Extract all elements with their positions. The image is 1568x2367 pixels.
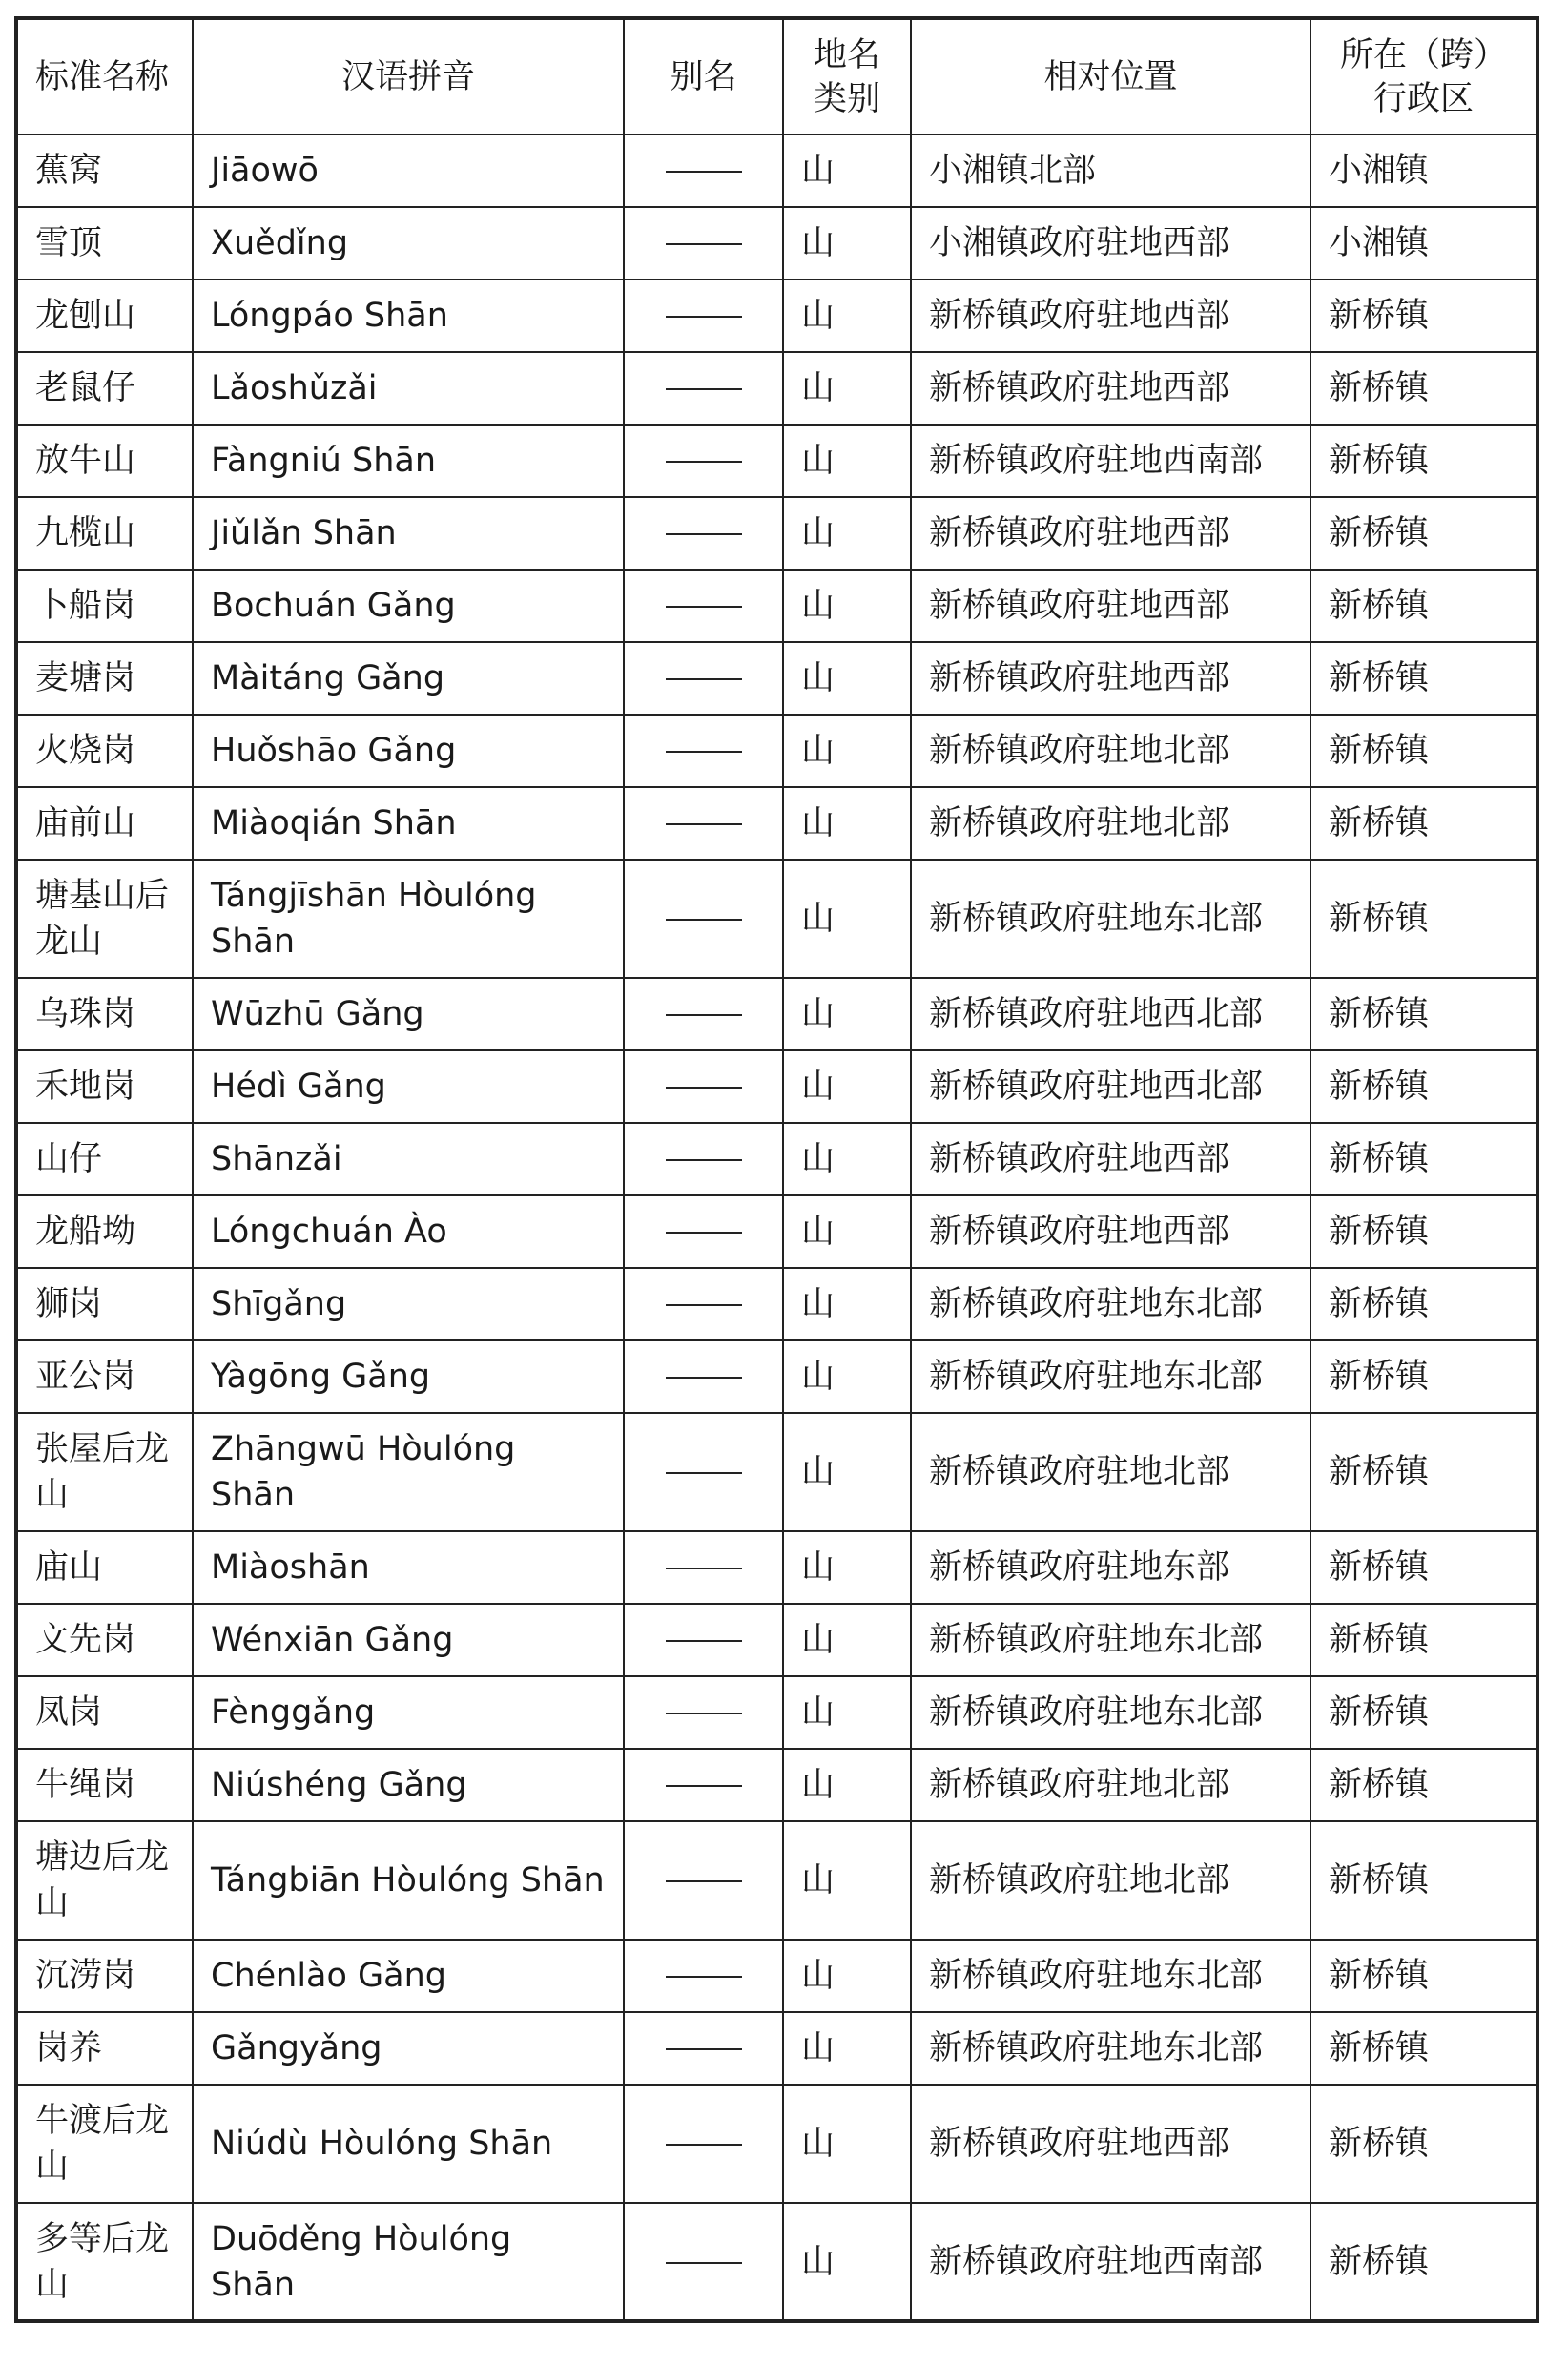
alias-dash [666,1232,742,1234]
cell-standard-name: 亚公岗 [16,1340,193,1413]
table-row [16,2203,1537,2321]
cell-pinyin: Tángbiān Hòulóng Shān [193,1821,624,1940]
cell-relative-position: 新桥镇政府驻地西部 [911,280,1310,352]
cell-relative-position: 新桥镇政府驻地西北部 [911,978,1310,1050]
alias-dash [666,461,742,463]
alias-dash [666,1304,742,1306]
header-type-line2: 类别 [813,79,880,118]
alias-dash [666,678,742,680]
cell-alias [624,1531,783,1604]
cell-pinyin: Wénxiān Gǎng [193,1604,624,1676]
alias-dash [666,1785,742,1787]
cell-place-type: 山 [783,1749,911,1821]
cell-standard-name: 多等后龙山 [16,2203,193,2321]
cell-pinyin: Shīgǎng [193,1268,624,1340]
cell-place-type: 山 [783,1676,911,1749]
cell-pinyin: Yàgōng Gǎng [193,1340,624,1413]
cell-place-type: 山 [783,1050,911,1123]
cell-admin-region: 新桥镇 [1310,1749,1537,1821]
table-row [16,207,1537,280]
cell-alias [624,1268,783,1340]
cell-standard-name: 九榄山 [16,497,193,570]
cell-relative-position: 新桥镇政府驻地东北部 [911,2012,1310,2085]
cell-admin-region: 新桥镇 [1310,642,1537,715]
cell-alias [624,715,783,787]
cell-admin-region: 新桥镇 [1310,1604,1537,1676]
table-row [16,1940,1537,2012]
cell-admin-region: 新桥镇 [1310,1676,1537,1749]
table-row [16,135,1537,207]
cell-alias [624,1340,783,1413]
cell-place-type: 山 [783,570,911,642]
cell-place-type: 山 [783,1604,911,1676]
cell-alias [624,280,783,352]
cell-standard-name: 沉涝岗 [16,1940,193,2012]
table-row [16,570,1537,642]
cell-pinyin: Jiǔlǎn Shān [193,497,624,570]
cell-place-type: 山 [783,352,911,425]
cell-pinyin: Zhāngwū Hòulóng Shān [193,1413,624,1531]
cell-standard-name: 火烧岗 [16,715,193,787]
cell-pinyin: Xuědǐng [193,207,624,280]
cell-relative-position: 小湘镇政府驻地西部 [911,207,1310,280]
cell-admin-region: 新桥镇 [1310,2203,1537,2321]
cell-admin-region: 新桥镇 [1310,1268,1537,1340]
cell-relative-position: 新桥镇政府驻地西南部 [911,2203,1310,2321]
cell-pinyin: Duōděng Hòulóng Shān [193,2203,624,2321]
cell-alias [624,497,783,570]
cell-standard-name: 庙山 [16,1531,193,1604]
cell-standard-name: 狮岗 [16,1268,193,1340]
cell-relative-position: 新桥镇政府驻地东北部 [911,860,1310,978]
cell-standard-name: 塘基山后龙山 [16,860,193,978]
cell-pinyin: Niúdù Hòulóng Shān [193,2085,624,2203]
cell-alias [624,1195,783,1268]
alias-dash [666,243,742,245]
cell-pinyin: Wūzhū Gǎng [193,978,624,1050]
cell-admin-region: 新桥镇 [1310,2085,1537,2203]
cell-place-type: 山 [783,1195,911,1268]
alias-dash [666,1014,742,1016]
cell-alias [624,2085,783,2203]
cell-alias [624,642,783,715]
cell-admin-region: 新桥镇 [1310,787,1537,860]
table-row [16,1821,1537,1940]
cell-alias [624,787,783,860]
cell-alias [624,1749,783,1821]
cell-pinyin: Shānzǎi [193,1123,624,1195]
cell-admin-region: 新桥镇 [1310,1940,1537,2012]
cell-alias [624,1123,783,1195]
cell-pinyin: Màitáng Gǎng [193,642,624,715]
alias-dash [666,2262,742,2264]
cell-place-type: 山 [783,1821,911,1940]
table-row [16,352,1537,425]
cell-place-type: 山 [783,978,911,1050]
cell-standard-name: 放牛山 [16,425,193,497]
cell-standard-name: 卜船岗 [16,570,193,642]
cell-relative-position: 新桥镇政府驻地北部 [911,1413,1310,1531]
cell-alias [624,135,783,207]
cell-alias [624,207,783,280]
cell-standard-name: 麦塘岗 [16,642,193,715]
cell-standard-name: 禾地岗 [16,1050,193,1123]
table-row [16,497,1537,570]
cell-pinyin: Lǎoshǔzǎi [193,352,624,425]
table-row [16,1531,1537,1604]
cell-pinyin: Gǎngyǎng [193,2012,624,2085]
cell-pinyin: Miàoshān [193,1531,624,1604]
cell-place-type: 山 [783,497,911,570]
cell-relative-position: 新桥镇政府驻地东北部 [911,1604,1310,1676]
table-row [16,2012,1537,2085]
cell-standard-name: 张屋后龙山 [16,1413,193,1531]
alias-dash [666,533,742,535]
cell-place-type: 山 [783,1123,911,1195]
cell-relative-position: 新桥镇政府驻地西南部 [911,425,1310,497]
alias-dash [666,388,742,390]
cell-admin-region: 新桥镇 [1310,425,1537,497]
cell-alias [624,2203,783,2321]
cell-alias [624,570,783,642]
cell-standard-name: 牛渡后龙山 [16,2085,193,2203]
cell-admin-region: 新桥镇 [1310,352,1537,425]
cell-alias [624,1940,783,2012]
cell-pinyin: Huǒshāo Gǎng [193,715,624,787]
cell-relative-position: 新桥镇政府驻地北部 [911,715,1310,787]
cell-pinyin: Lóngchuán Ào [193,1195,624,1268]
cell-pinyin: Bochuán Gǎng [193,570,624,642]
cell-standard-name: 文先岗 [16,1604,193,1676]
cell-alias [624,1413,783,1531]
cell-relative-position: 新桥镇政府驻地西部 [911,1123,1310,1195]
alias-dash [666,1568,742,1569]
cell-alias [624,1604,783,1676]
table-row [16,425,1537,497]
cell-admin-region: 新桥镇 [1310,1413,1537,1531]
cell-alias [624,860,783,978]
cell-admin-region: 新桥镇 [1310,1340,1537,1413]
alias-dash [666,2048,742,2050]
table-row [16,1340,1537,1413]
cell-standard-name: 山仔 [16,1123,193,1195]
cell-alias [624,352,783,425]
cell-admin-region: 新桥镇 [1310,1123,1537,1195]
cell-place-type: 山 [783,425,911,497]
alias-dash [666,1976,742,1978]
cell-place-type: 山 [783,1413,911,1531]
table-row [16,1123,1537,1195]
cell-relative-position: 小湘镇北部 [911,135,1310,207]
alias-dash [666,1377,742,1379]
cell-pinyin: Hédì Gǎng [193,1050,624,1123]
cell-alias [624,2012,783,2085]
header-row [16,18,1537,135]
cell-standard-name: 老鼠仔 [16,352,193,425]
cell-alias [624,1676,783,1749]
cell-pinyin: Chénlào Gǎng [193,1940,624,2012]
alias-dash [666,316,742,318]
alias-dash [666,2144,742,2146]
cell-relative-position: 新桥镇政府驻地东北部 [911,1940,1310,2012]
cell-admin-region: 新桥镇 [1310,1531,1537,1604]
cell-place-type: 山 [783,2203,911,2321]
table-row [16,1749,1537,1821]
table-row [16,1195,1537,1268]
cell-relative-position: 新桥镇政府驻地东北部 [911,1268,1310,1340]
cell-place-type: 山 [783,1340,911,1413]
cell-admin-region: 小湘镇 [1310,207,1537,280]
cell-standard-name: 乌珠岗 [16,978,193,1050]
cell-relative-position: 新桥镇政府驻地东北部 [911,1340,1310,1413]
header-alias: 别名 [624,18,783,135]
cell-relative-position: 新桥镇政府驻地西部 [911,642,1310,715]
cell-place-type: 山 [783,1531,911,1604]
cell-pinyin: Jiāowō [193,135,624,207]
cell-standard-name: 蕉窝 [16,135,193,207]
cell-admin-region: 新桥镇 [1310,860,1537,978]
alias-dash [666,751,742,753]
alias-dash [666,1713,742,1714]
cell-place-type: 山 [783,715,911,787]
cell-pinyin: Niúshéng Gǎng [193,1749,624,1821]
cell-place-type: 山 [783,207,911,280]
cell-place-type: 山 [783,135,911,207]
cell-pinyin: Fàngniú Shān [193,425,624,497]
cell-place-type: 山 [783,2012,911,2085]
cell-relative-position: 新桥镇政府驻地北部 [911,1821,1310,1940]
cell-place-type: 山 [783,642,911,715]
cell-admin-region: 新桥镇 [1310,2012,1537,2085]
cell-place-type: 山 [783,2085,911,2203]
table-row [16,787,1537,860]
header-type [783,18,911,135]
cell-standard-name: 庙前山 [16,787,193,860]
table-row [16,1604,1537,1676]
alias-dash [666,1472,742,1474]
cell-admin-region: 新桥镇 [1310,1050,1537,1123]
cell-standard-name: 凤岗 [16,1676,193,1749]
alias-dash [666,919,742,921]
table-row [16,280,1537,352]
cell-admin-region: 小湘镇 [1310,135,1537,207]
cell-pinyin: Miàoqián Shān [193,787,624,860]
cell-standard-name: 牛绳岗 [16,1749,193,1821]
header-type-line1: 地名 [813,35,880,74]
cell-standard-name: 塘边后龙山 [16,1821,193,1940]
table-row [16,1676,1537,1749]
header-admin-line2: 行政区 [1372,79,1474,118]
cell-alias [624,978,783,1050]
cell-relative-position: 新桥镇政府驻地西部 [911,1195,1310,1268]
alias-dash [666,1087,742,1089]
cell-place-type: 山 [783,860,911,978]
cell-admin-region: 新桥镇 [1310,1821,1537,1940]
cell-place-type: 山 [783,280,911,352]
table-row [16,1050,1537,1123]
table-row [16,642,1537,715]
cell-pinyin: Tángjīshān Hòulóng Shān [193,860,624,978]
cell-relative-position: 新桥镇政府驻地北部 [911,1749,1310,1821]
header-standard-name: 标准名称 [16,18,193,135]
cell-admin-region: 新桥镇 [1310,570,1537,642]
table-row [16,1413,1537,1531]
table-row [16,860,1537,978]
cell-admin-region: 新桥镇 [1310,280,1537,352]
cell-relative-position: 新桥镇政府驻地东北部 [911,1676,1310,1749]
cell-alias [624,1821,783,1940]
cell-alias [624,425,783,497]
cell-standard-name: 雪顶 [16,207,193,280]
table-row [16,978,1537,1050]
table-row [16,715,1537,787]
alias-dash [666,1640,742,1642]
cell-place-type: 山 [783,1268,911,1340]
cell-admin-region: 新桥镇 [1310,715,1537,787]
header-admin-region [1310,18,1537,135]
alias-dash [666,171,742,173]
header-pinyin: 汉语拼音 [193,18,624,135]
cell-relative-position: 新桥镇政府驻地东部 [911,1531,1310,1604]
cell-admin-region: 新桥镇 [1310,1195,1537,1268]
cell-relative-position: 新桥镇政府驻地西部 [911,2085,1310,2203]
cell-relative-position: 新桥镇政府驻地西北部 [911,1050,1310,1123]
cell-relative-position: 新桥镇政府驻地北部 [911,787,1310,860]
table-row [16,1268,1537,1340]
cell-place-type: 山 [783,1940,911,2012]
cell-pinyin: Lóngpáo Shān [193,280,624,352]
table-row [16,2085,1537,2203]
cell-standard-name: 龙船坳 [16,1195,193,1268]
header-relative-position: 相对位置 [911,18,1310,135]
cell-standard-name: 龙刨山 [16,280,193,352]
alias-dash [666,1159,742,1161]
cell-pinyin: Fènggǎng [193,1676,624,1749]
cell-relative-position: 新桥镇政府驻地西部 [911,570,1310,642]
cell-standard-name: 岗养 [16,2012,193,2085]
alias-dash [666,1880,742,1882]
cell-relative-position: 新桥镇政府驻地西部 [911,352,1310,425]
cell-place-type: 山 [783,787,911,860]
alias-dash [666,606,742,608]
cell-admin-region: 新桥镇 [1310,497,1537,570]
cell-admin-region: 新桥镇 [1310,978,1537,1050]
place-name-table [14,16,1539,2323]
alias-dash [666,823,742,825]
header-admin-line1: 所在（跨） [1339,35,1507,74]
cell-alias [624,1050,783,1123]
cell-relative-position: 新桥镇政府驻地西部 [911,497,1310,570]
